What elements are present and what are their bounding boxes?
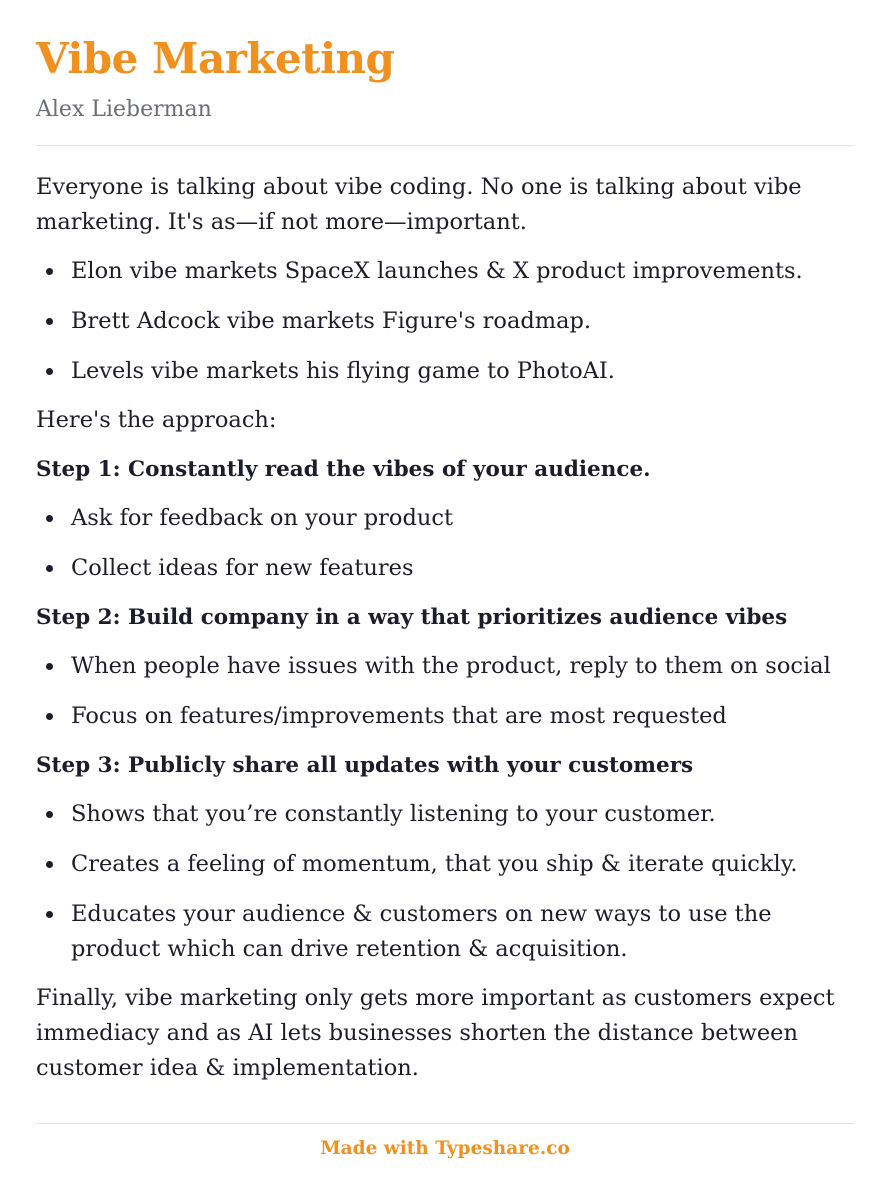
bullet-icon bbox=[46, 268, 53, 275]
list-item bbox=[36, 254, 854, 289]
document-body bbox=[36, 170, 854, 1100]
bullet-icon bbox=[46, 565, 53, 572]
bullet-icon bbox=[46, 663, 53, 670]
step-3-list bbox=[36, 797, 854, 967]
list-item-text: Collect ideas for new features bbox=[71, 555, 414, 581]
list-item bbox=[36, 897, 854, 967]
list-item-text: Levels vibe markets his flying game to PhotoAI. bbox=[71, 358, 615, 384]
list-item bbox=[36, 354, 854, 389]
list-item bbox=[36, 501, 854, 536]
bullet-icon bbox=[46, 811, 53, 818]
step-1-heading: Step 1: Constantly read the vibes of your audience. bbox=[36, 457, 651, 482]
list-item-text: When people have issues with the product, reply to them on social bbox=[71, 653, 831, 679]
list-item bbox=[36, 797, 854, 832]
list-item-text: Ask for feedback on your product bbox=[71, 505, 454, 531]
bullet-icon bbox=[46, 368, 53, 375]
footer-divider bbox=[36, 1123, 854, 1124]
bullet-icon bbox=[46, 911, 53, 918]
intro-paragraph: Everyone is talking about vibe coding. No one is talking about vibe marketing. It's as—if not more—important. bbox=[36, 174, 802, 235]
list-item bbox=[36, 304, 854, 339]
approach-paragraph: Here's the approach: bbox=[36, 407, 277, 433]
list-item-text: Focus on features/improvements that are most requested bbox=[71, 703, 727, 729]
bullet-icon bbox=[46, 861, 53, 868]
list-item-text: Elon vibe markets SpaceX launches & X product improvements. bbox=[71, 258, 803, 284]
list-item bbox=[36, 699, 854, 734]
examples-list bbox=[36, 254, 854, 389]
list-item bbox=[36, 847, 854, 882]
document-title: Vibe Marketing bbox=[36, 34, 395, 83]
list-item-text: Educates your audience & customers on new ways to use the product which can drive retention & acquisition. bbox=[71, 901, 772, 962]
step-1-list bbox=[36, 501, 854, 586]
made-with-typeshare-link[interactable]: Made with Typeshare.co bbox=[320, 1138, 570, 1159]
bullet-icon bbox=[46, 713, 53, 720]
list-item-text: Brett Adcock vibe markets Figure's roadmap. bbox=[71, 308, 592, 334]
list-item-text: Shows that you’re constantly listening to your customer. bbox=[71, 801, 716, 827]
list-item-text: Creates a feeling of momentum, that you ship & iterate quickly. bbox=[71, 851, 798, 877]
step-2-list bbox=[36, 649, 854, 734]
conclusion-paragraph: Finally, vibe marketing only gets more important as customers expect immediacy and as AI lets businesses shorten the distance between customer idea & implementation. bbox=[36, 985, 835, 1081]
list-item bbox=[36, 551, 854, 586]
list-item bbox=[36, 649, 854, 684]
bullet-icon bbox=[46, 515, 53, 522]
bullet-icon bbox=[46, 318, 53, 325]
step-3-heading: Step 3: Publicly share all updates with your customers bbox=[36, 753, 694, 778]
step-2-heading: Step 2: Build company in a way that prioritizes audience vibes bbox=[36, 605, 788, 630]
author-name: Alex Lieberman bbox=[36, 97, 212, 122]
header-divider bbox=[36, 145, 854, 146]
